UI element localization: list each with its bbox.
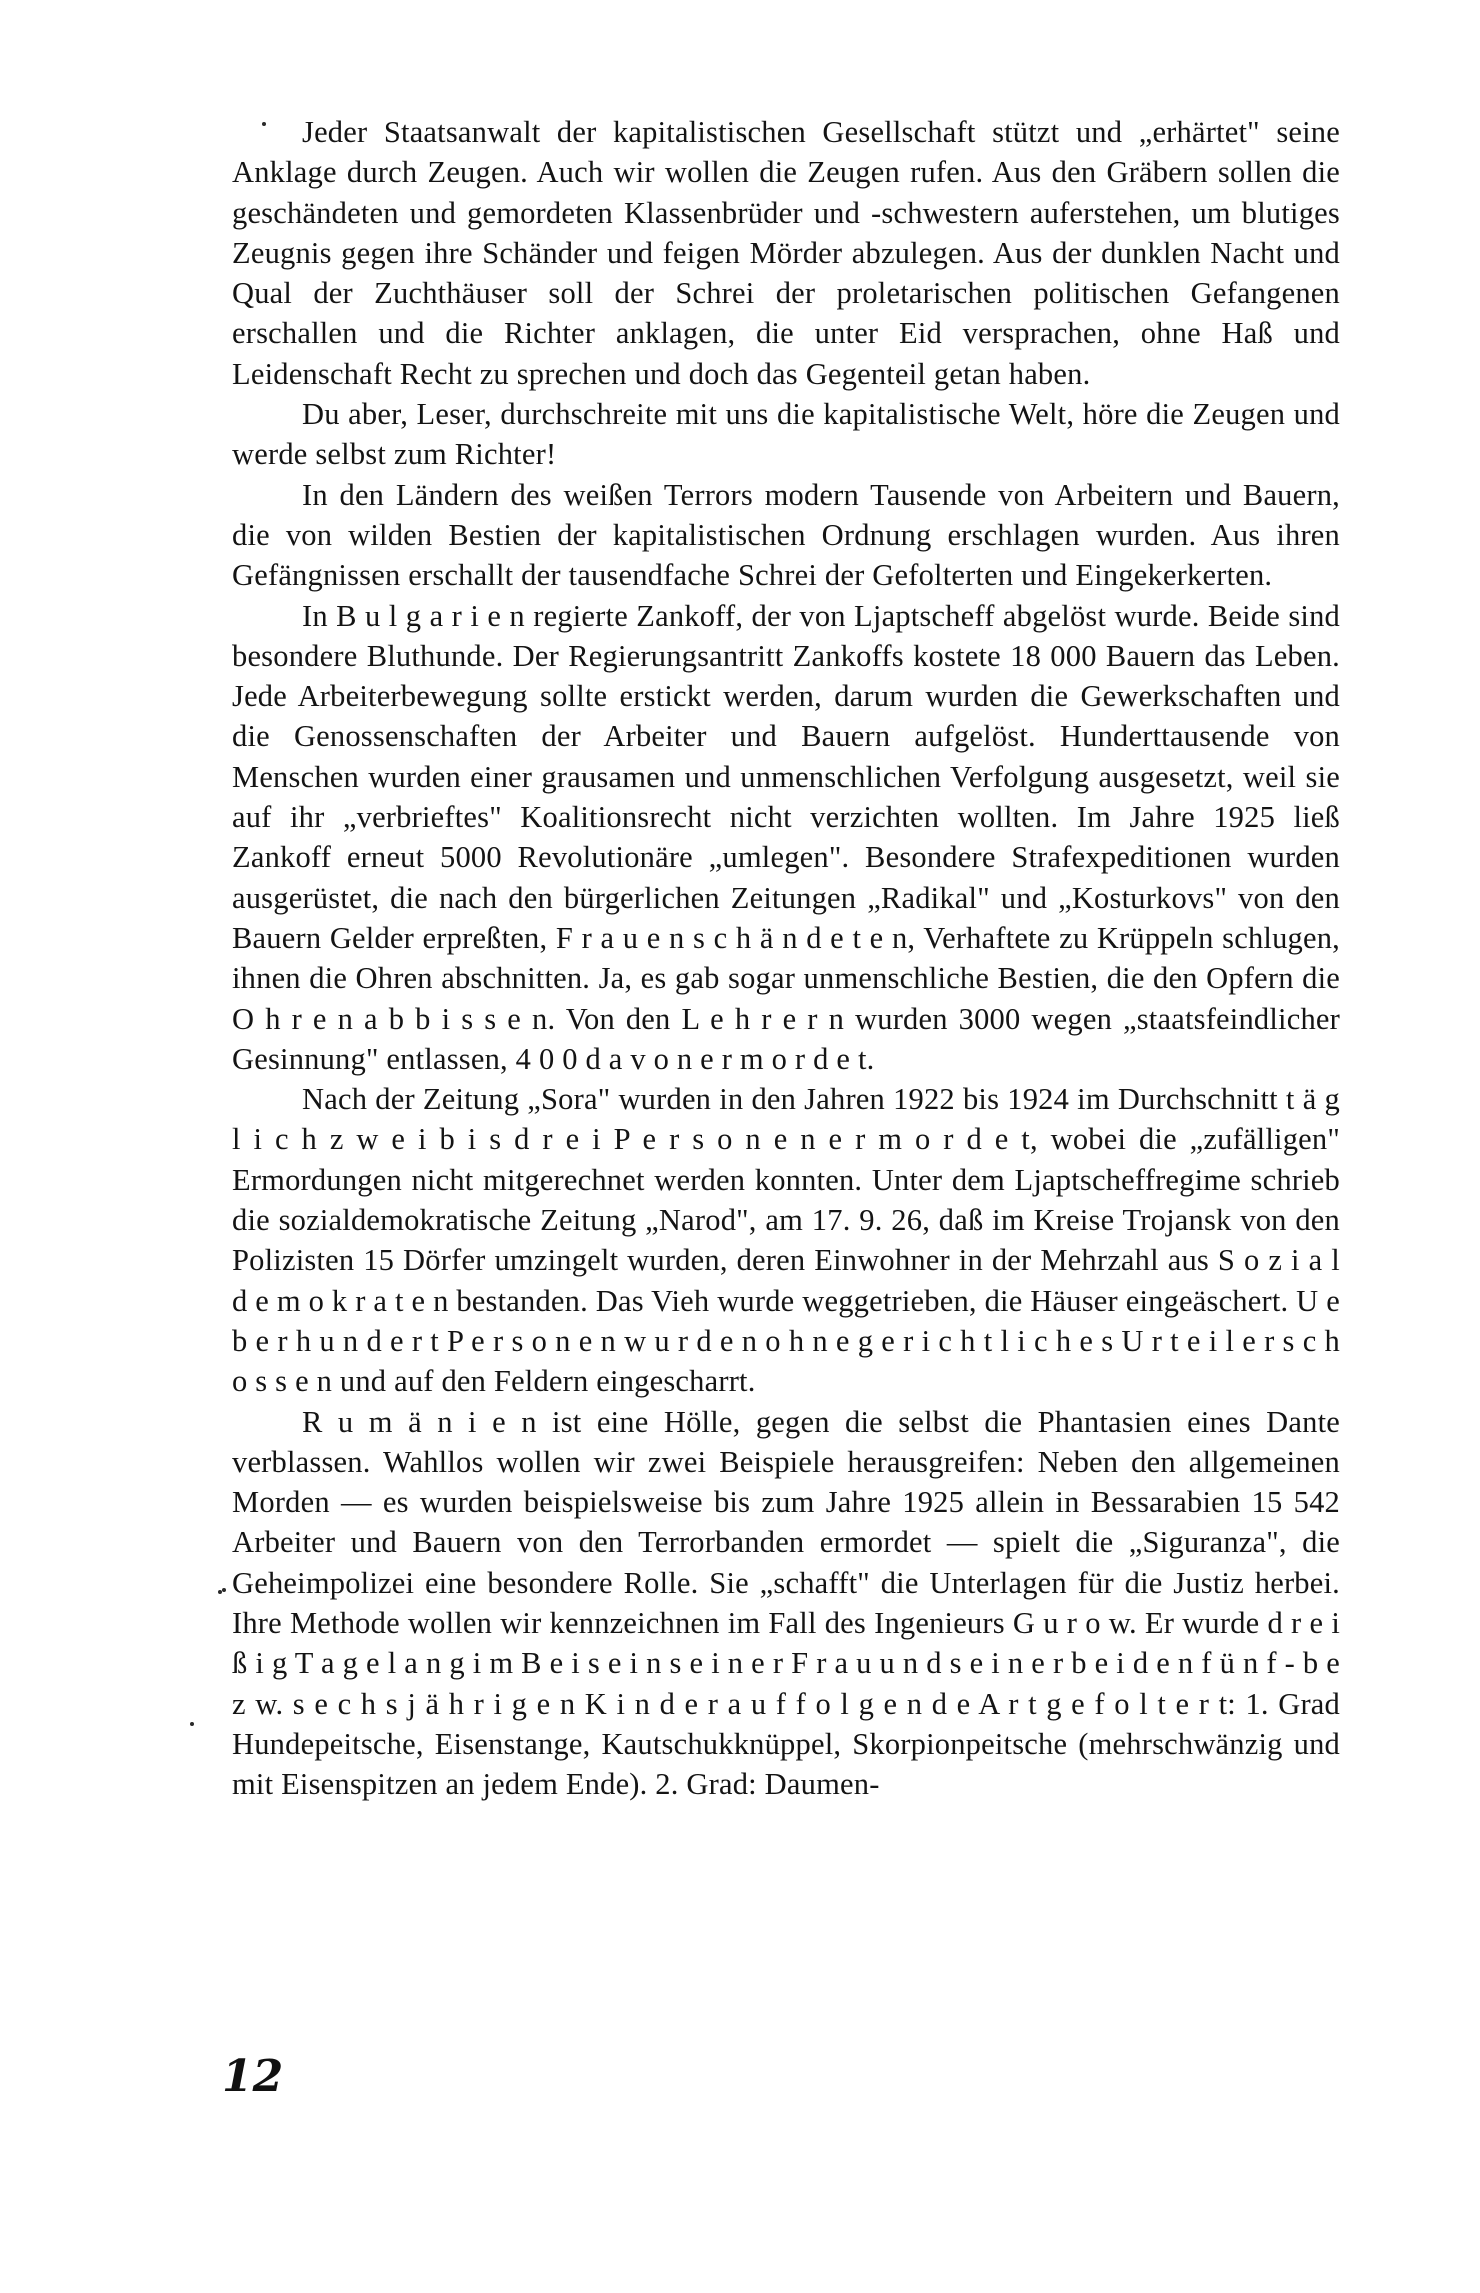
print-speck: [218, 1590, 222, 1594]
paragraph-reader-judge: Du aber, Leser, durchschreite mit uns die kapitalistische Welt, höre die Zeugen und werde selbst zum Richter!: [232, 397, 1340, 472]
print-speck: [222, 1588, 226, 1592]
paragraph-sora-newspaper: Nach der Zeitung „Sora" wurden in den Jahren 1922 bis 1924 im Durchschnitt t ä g l i c h z w e i b i s d r e i P e r s o n e n e r m o r d e t, wobei die „zufälligen" Ermordungen nicht mitgerechnet werden konnten. Unter dem Ljaptscheffregime schrieb die sozialdemokratische Zeitung „Narod", am 17. 9. 26, daß im Kreise Trojansk von den Polizisten 15 Dörfer umzingelt wurden, deren Einwohner in der Mehrzahl aus S o z i a l d e m o k r a t e n bestanden. Das Vieh wurde weggetrieben, die Häuser eingeäschert. U e b e r h u n d e r t P e r s o n e n w u r d e n o h n e g e r i c h t l i c h e s U r t e i l e r s c h o s s e n und auf den Feldern eingescharrt.: [232, 1082, 1340, 1399]
paragraph-prosecutor-witnesses: Jeder Staatsanwalt der kapitalistischen Gesellschaft stützt und „erhärtet" seine Anklage durch Zeugen. Auch wir wollen die Zeugen rufen. Aus den Gräbern sollen die geschändeten und gemordeten Klassenbrüder und -schwestern auferstehen, um blutiges Zeugnis gegen ihre Schänder und feigen Mörder abzulegen. Aus der dunklen Nacht und Qual der Zuchthäuser soll der Schrei der proletarischen politischen Gefangenen erschallen und die Richter anklagen, die unter Eid versprachen, ohne Haß und Leidenschaft Recht zu sprechen und doch das Gegenteil getan haben.: [232, 115, 1340, 391]
print-speck: [190, 1722, 194, 1726]
paragraph-white-terror: In den Ländern des weißen Terrors modern Tausende von Arbeitern und Bauern, die von wilden Bestien der kapitalistischen Ordnung erschlagen wurden. Aus ihren Gefängnissen erschallt der tausendfache Schrei der Gefolterten und Eingekerkerten.: [232, 477, 1340, 593]
page-number: 12: [222, 2051, 284, 2102]
paragraph-romania: R u m ä n i e n ist eine Hölle, gegen die selbst die Phantasien eines Dante verblassen. Wahllos wollen wir zwei Beispiele herausgreifen: Neben den allgemeinen Morden — es wurden beispielsweise bis zum Jahre 1925 allein in Bessarabien 15 542 Arbeiter und Bauern von den Terrorbanden ermordet — spielt die „Siguranza", die Geheimpolizei eine besondere Rolle. Sie „schafft" die Unterlagen für die Justiz herbei. Ihre Methode wollen wir kennzeichnen im Fall des Ingenieurs G u r o w. Er wurde d r e i ß i g T a g e l a n g i m B e i s e i n s e i n e r F r a u u n d s e i n e r b e i d e n f ü n f - b e z w. s e c h s j ä h r i g e n K i n d e r a u f f o l g e n d e A r t g e f o l t e r t: 1. Grad Hundepeitsche, Eisenstange, Kautschukknüppel, Skorpionpeitsche (mehrschwänzig und mit Eisenspitzen an jedem Ende). 2. Grad: Daumen-: [232, 1404, 1340, 1802]
print-speck: [262, 122, 266, 126]
page-text-block: [232, 112, 1340, 1804]
paragraph-bulgaria: In B u l g a r i e n regierte Zankoff, der von Ljaptscheff abgelöst wurde. Beide sind besondere Bluthunde. Der Regierungsantritt Zankoffs kostete 18 000 Bauern das Leben. Jede Arbeiterbewegung sollte erstickt werden, darum wurden die Gewerkschaften und die Genossenschaften der Arbeiter und Bauern aufgelöst. Hunderttausende von Menschen wurden einer grausamen und unmenschlichen Verfolgung ausgesetzt, weil sie auf ihr „verbrieftes" Koalitionsrecht nicht verzichten wollten. Im Jahre 1925 ließ Zankoff erneut 5000 Revolutionäre „umlegen". Besondere Strafexpeditionen wurden ausgerüstet, die nach den bürgerlichen Zeitungen „Radikal" und „Kosturkovs" von den Bauern Gelder erpreßten, F r a u e n s c h ä n d e t e n, Verhaftete zu Krüppeln schlugen, ihnen die Ohren abschnitten. Ja, es gab sogar unmenschliche Bestien, die den Opfern die O h r e n a b b i s s e n. Von den L e h r e r n wurden 3000 wegen „staatsfeindlicher Gesinnung" entlassen, 4 0 0 d a v o n e r m o r d e t.: [232, 598, 1340, 1076]
